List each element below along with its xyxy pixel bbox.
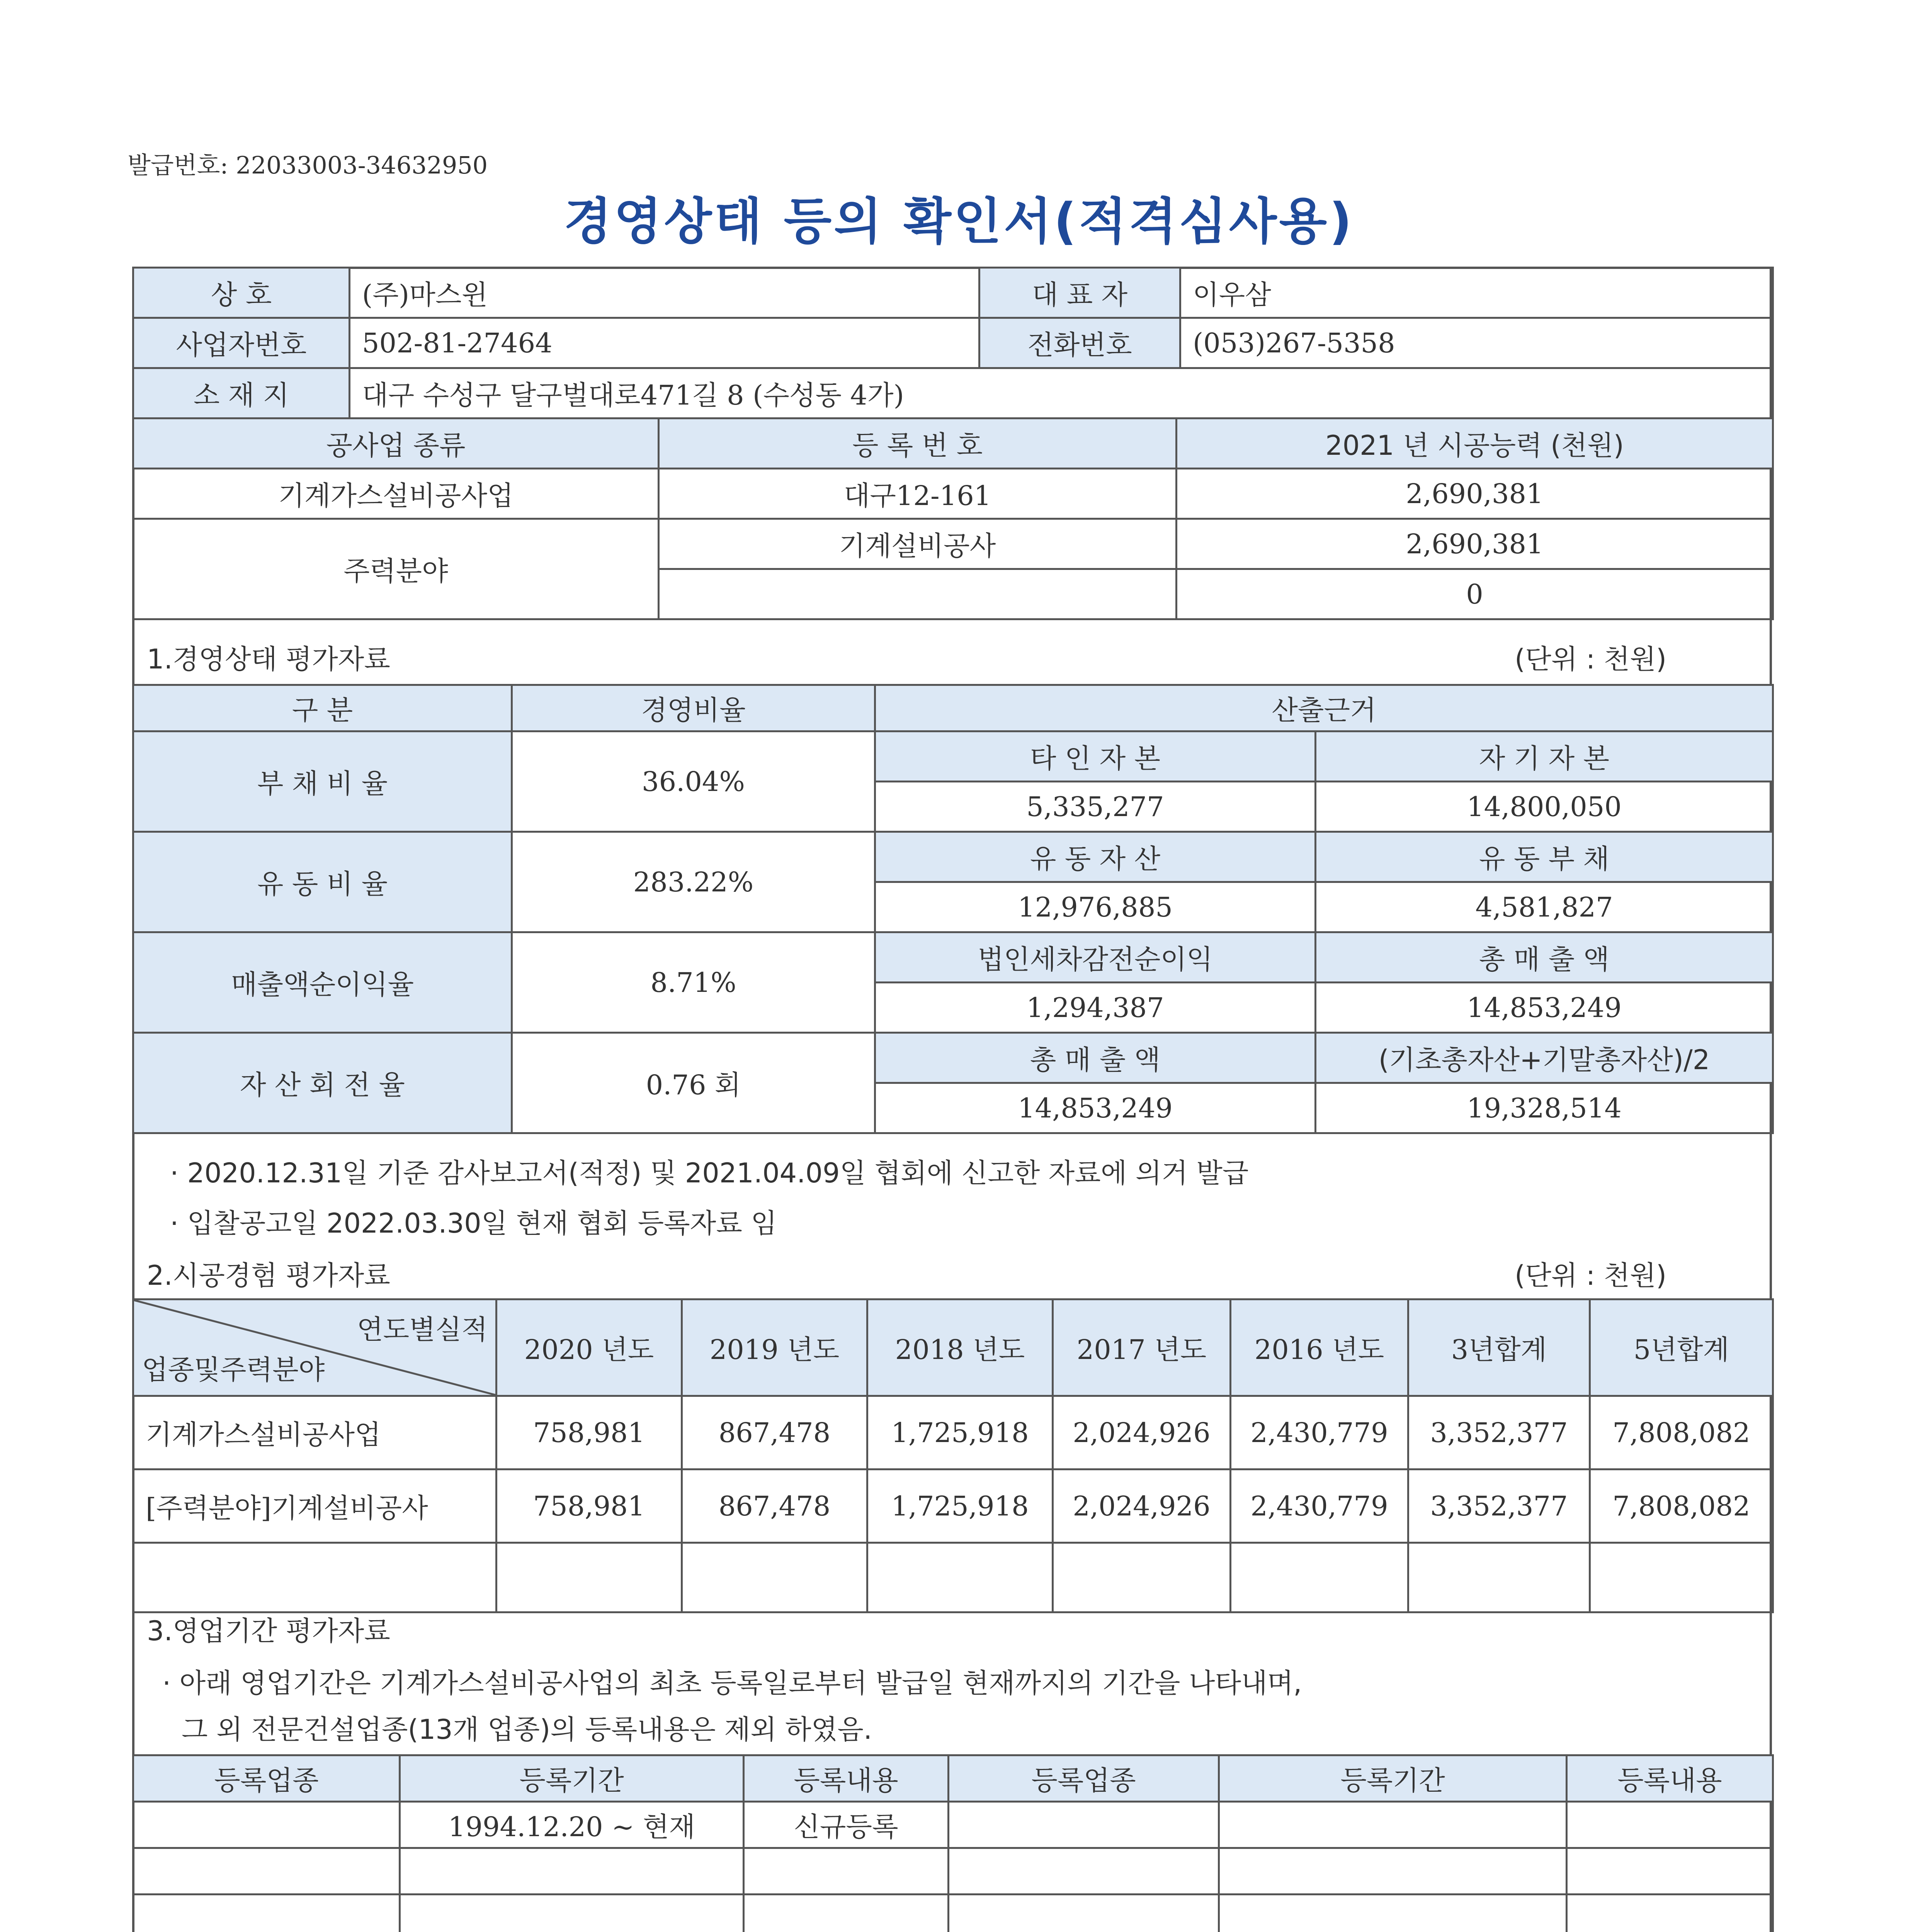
issue-number: 발급번호: 22033003-34632950 xyxy=(128,151,488,179)
experience-cell: 2,430,779 xyxy=(1231,1469,1408,1543)
empty-cell xyxy=(949,1848,1219,1895)
empty-cell xyxy=(1408,1543,1590,1612)
management-status-table xyxy=(132,684,1774,1134)
table-row xyxy=(133,1543,1773,1612)
corner-bottom-label: 업종및주력분야 xyxy=(142,1354,325,1386)
debt-basis-1-value: 5,335,277 xyxy=(875,782,1316,832)
empty-cell xyxy=(1231,1543,1408,1612)
rep-value: 이우삼 xyxy=(1180,268,1773,318)
table-row xyxy=(133,1895,1773,1932)
net-margin-value: 8.71% xyxy=(512,932,875,1033)
table-row xyxy=(133,1848,1773,1895)
company-info-table xyxy=(132,267,1774,419)
empty-cell xyxy=(133,1895,400,1932)
experience-cell: 7,808,082 xyxy=(1590,1469,1773,1543)
current-ratio-value: 283.22% xyxy=(512,832,875,932)
turnover-basis-1-value: 14,853,249 xyxy=(875,1083,1316,1133)
section-1-title: 1.경영상태 평가자료 xyxy=(147,643,390,675)
five-year-total-header: 5년합계 xyxy=(1590,1299,1773,1396)
table-corner-cell xyxy=(133,1299,497,1396)
period-cell xyxy=(949,1802,1219,1848)
empty-cell xyxy=(867,1543,1053,1612)
empty-cell xyxy=(133,1848,400,1895)
current-basis-1-value: 12,976,885 xyxy=(875,882,1316,932)
experience-cell: 2,430,779 xyxy=(1231,1396,1408,1469)
year-2020-header: 2020 년도 xyxy=(497,1299,682,1396)
period-cell: 1994.12.20 ~ 현재 xyxy=(400,1802,744,1848)
net-margin-basis-1-value: 1,294,387 xyxy=(875,983,1316,1033)
empty-cell xyxy=(497,1543,682,1612)
capacity-value: 2,690,381 xyxy=(1177,469,1773,519)
period-header-type-1: 등록업종 xyxy=(133,1755,400,1802)
table-row xyxy=(133,1396,1773,1469)
ratio-header: 경영비율 xyxy=(512,685,875,731)
empty-cell xyxy=(133,1543,497,1612)
category-header: 구 분 xyxy=(133,685,512,731)
experience-cell: 3,352,377 xyxy=(1408,1469,1590,1543)
address-value: 대구 수성구 달구벌대로471길 8 (수성동 4가) xyxy=(350,368,1773,418)
bizno-label: 사업자번호 xyxy=(133,318,350,368)
empty-cell xyxy=(1219,1895,1567,1932)
empty-cell xyxy=(1567,1895,1773,1932)
period-header-period-2: 등록기간 xyxy=(1219,1755,1567,1802)
section-3-desc-2: 그 외 전문건설업종(13개 업종)의 등록내용은 제외 하였음. xyxy=(182,1714,872,1745)
current-basis-1-label: 유 동 자 산 xyxy=(875,832,1316,882)
experience-cell: 2,024,926 xyxy=(1053,1396,1231,1469)
corner-top-label: 연도별실적 xyxy=(357,1314,488,1345)
section-1-note-2: · 입찰공고일 2022.03.30일 현재 협회 등록자료 임 xyxy=(170,1208,777,1239)
current-ratio-label: 유 동 비 율 xyxy=(133,832,512,932)
debt-basis-2-value: 14,800,050 xyxy=(1316,782,1773,832)
main-field-name-2 xyxy=(659,569,1177,619)
year-2018-header: 2018 년도 xyxy=(867,1299,1053,1396)
business-period-table xyxy=(132,1754,1774,1932)
period-header-type-2: 등록업종 xyxy=(949,1755,1219,1802)
debt-basis-2-label: 자 기 자 본 xyxy=(1316,731,1773,782)
empty-cell xyxy=(1219,1848,1567,1895)
net-margin-basis-1-label: 법인세차감전순이익 xyxy=(875,932,1316,983)
experience-cell: 758,981 xyxy=(497,1469,682,1543)
business-table xyxy=(132,417,1774,620)
phone-label: 전화번호 xyxy=(979,318,1180,368)
net-margin-basis-2-value: 14,853,249 xyxy=(1316,983,1773,1033)
empty-cell xyxy=(949,1895,1219,1932)
experience-cell: 2,024,926 xyxy=(1053,1469,1231,1543)
period-cell: 신규등록 xyxy=(744,1802,949,1848)
construction-experience-table xyxy=(132,1298,1774,1613)
experience-cell: 1,725,918 xyxy=(867,1396,1053,1469)
empty-cell xyxy=(400,1848,744,1895)
empty-cell xyxy=(744,1895,949,1932)
section-3-title: 3.영업기간 평가자료 xyxy=(147,1615,390,1647)
section-2-unit: (단위 : 천원) xyxy=(1515,1260,1667,1291)
net-margin-basis-2-label: 총 매 출 액 xyxy=(1316,932,1773,983)
turnover-basis-2-label: (기초총자산+기말총자산)/2 xyxy=(1316,1033,1773,1083)
period-header-content-1: 등록내용 xyxy=(744,1755,949,1802)
turnover-basis-1-label: 총 매 출 액 xyxy=(875,1033,1316,1083)
debt-ratio-label: 부 채 비 율 xyxy=(133,731,512,832)
empty-cell xyxy=(400,1895,744,1932)
section-1-unit: (단위 : 천원) xyxy=(1515,643,1667,675)
year-2017-header: 2017 년도 xyxy=(1053,1299,1231,1396)
business-type-value: 기계가스설비공사업 xyxy=(133,469,659,519)
three-year-total-header: 3년합계 xyxy=(1408,1299,1590,1396)
experience-row-1-name: 기계가스설비공사업 xyxy=(133,1396,497,1469)
capacity-header: 2021 년 시공능력 (천원) xyxy=(1177,418,1773,469)
main-field-name: 기계설비공사 xyxy=(659,519,1177,569)
asset-turnover-value: 0.76 회 xyxy=(512,1033,875,1133)
main-field-label: 주력분야 xyxy=(133,519,659,619)
experience-cell: 7,808,082 xyxy=(1590,1396,1773,1469)
table-row xyxy=(133,1469,1773,1543)
section-2-title: 2.시공경험 평가자료 xyxy=(147,1260,390,1291)
empty-cell xyxy=(682,1543,867,1612)
document-title: 경영상태 등의 확인서(적격심사용) xyxy=(564,193,1354,250)
registration-number-value: 대구12-161 xyxy=(659,469,1177,519)
main-field-capacity-2: 0 xyxy=(1177,569,1773,619)
phone-value: (053)267-5358 xyxy=(1180,318,1773,368)
year-2019-header: 2019 년도 xyxy=(682,1299,867,1396)
period-cell xyxy=(1219,1802,1567,1848)
year-2016-header: 2016 년도 xyxy=(1231,1299,1408,1396)
current-basis-2-label: 유 동 부 채 xyxy=(1316,832,1773,882)
address-label: 소 재 지 xyxy=(133,368,350,418)
business-type-header: 공사업 종류 xyxy=(133,418,659,469)
experience-row-2-name: [주력분야]기계설비공사 xyxy=(133,1469,497,1543)
debt-ratio-value: 36.04% xyxy=(512,731,875,832)
company-value: (주)마스윈 xyxy=(350,268,979,318)
company-label: 상 호 xyxy=(133,268,350,318)
period-cell xyxy=(1567,1802,1773,1848)
empty-cell xyxy=(744,1848,949,1895)
section-1-note-1: · 2020.12.31일 기준 감사보고서(적정) 및 2021.04.09일 협회에 신고한 자료에 의거 발급 xyxy=(170,1157,1249,1189)
empty-cell xyxy=(1567,1848,1773,1895)
bizno-value: 502-81-27464 xyxy=(350,318,979,368)
experience-cell: 3,352,377 xyxy=(1408,1396,1590,1469)
period-header-period-1: 등록기간 xyxy=(400,1755,744,1802)
period-cell xyxy=(133,1802,400,1848)
experience-cell: 758,981 xyxy=(497,1396,682,1469)
experience-cell: 867,478 xyxy=(682,1469,867,1543)
asset-turnover-label: 자 산 회 전 율 xyxy=(133,1033,512,1133)
rep-label: 대 표 자 xyxy=(979,268,1180,318)
net-margin-label: 매출액순이익율 xyxy=(133,932,512,1033)
registration-number-header: 등 록 번 호 xyxy=(659,418,1177,469)
experience-cell: 1,725,918 xyxy=(867,1469,1053,1543)
experience-cell: 867,478 xyxy=(682,1396,867,1469)
turnover-basis-2-value: 19,328,514 xyxy=(1316,1083,1773,1133)
basis-header: 산출근거 xyxy=(875,685,1773,731)
debt-basis-1-label: 타 인 자 본 xyxy=(875,731,1316,782)
section-3-desc-1: · 아래 영업기간은 기계가스설비공사업의 최초 등록일로부터 발급일 현재까지의 기간을 나타내며, xyxy=(162,1667,1302,1699)
table-row xyxy=(133,1802,1773,1848)
period-header-content-2: 등록내용 xyxy=(1567,1755,1773,1802)
empty-cell xyxy=(1590,1543,1773,1612)
empty-cell xyxy=(1053,1543,1231,1612)
main-field-capacity: 2,690,381 xyxy=(1177,519,1773,569)
current-basis-2-value: 4,581,827 xyxy=(1316,882,1773,932)
